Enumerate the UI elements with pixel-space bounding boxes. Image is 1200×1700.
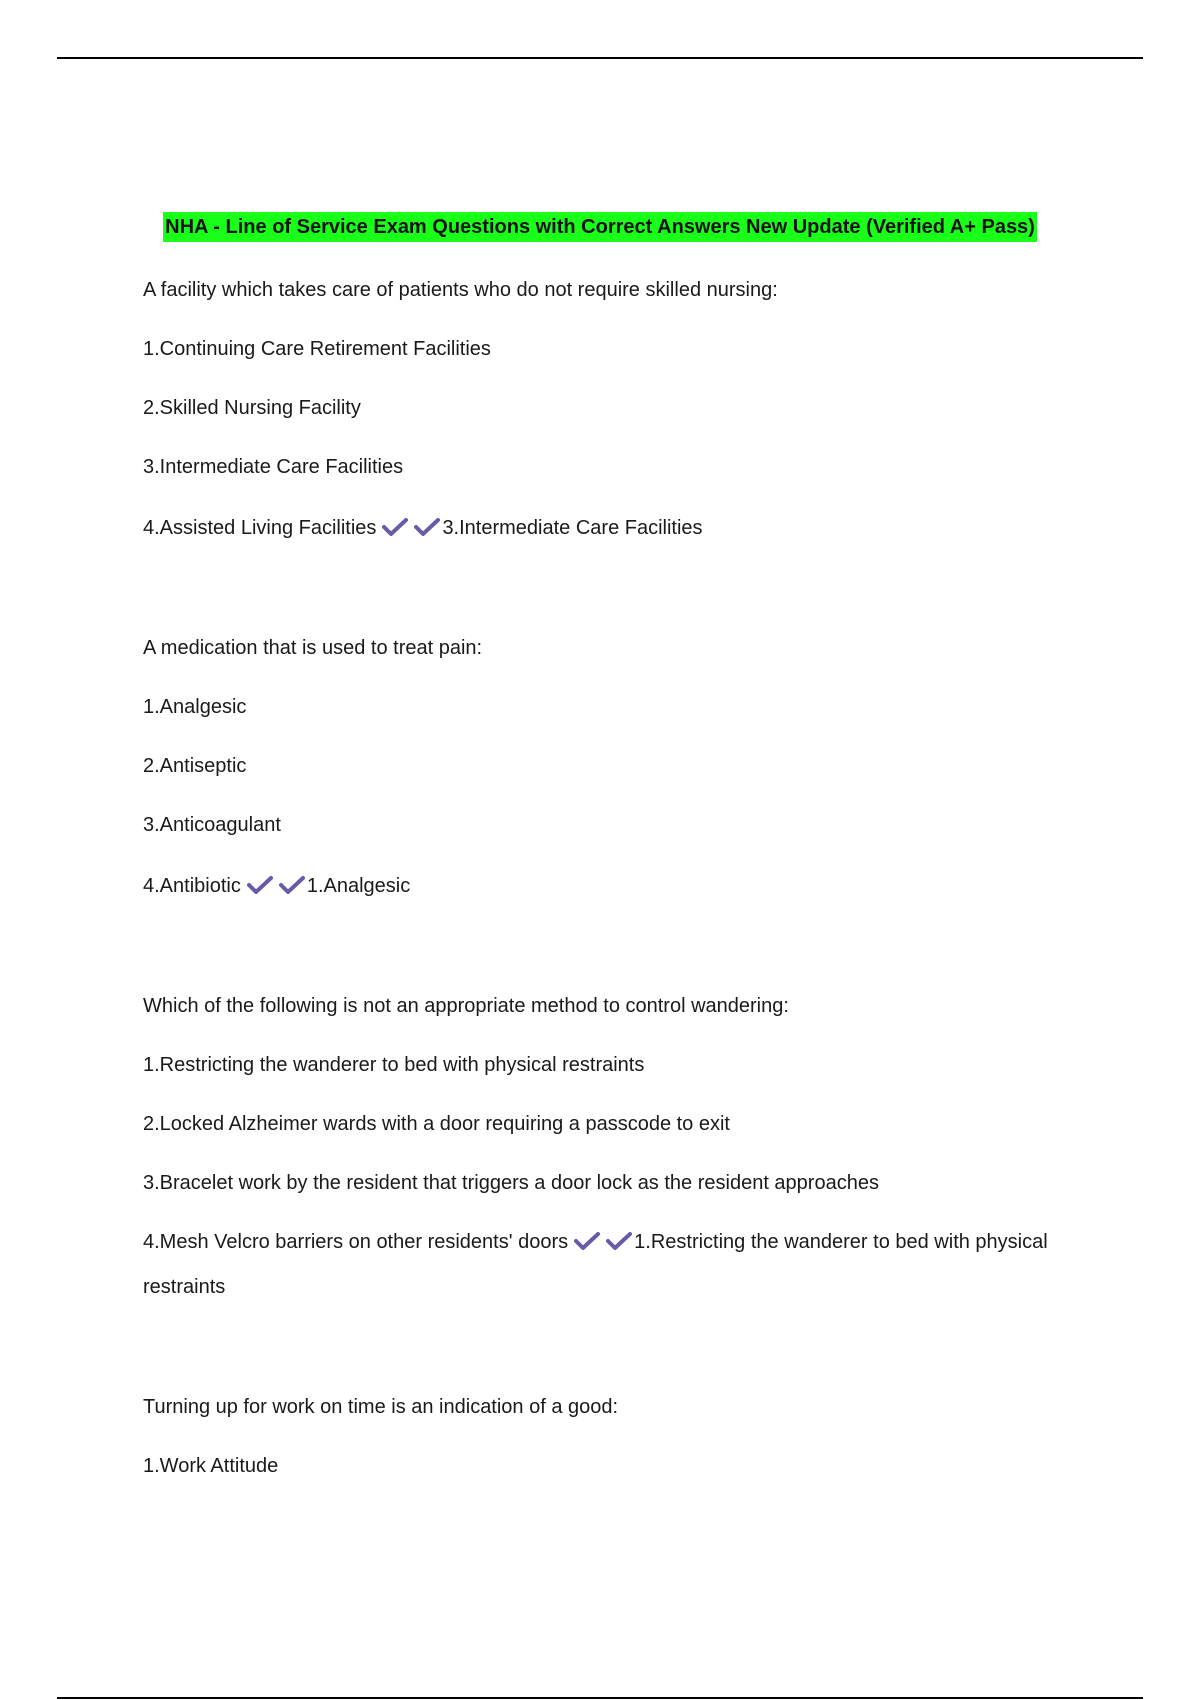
question-prompt: A facility which takes care of patients who do not require skilled nursing: [143,279,778,301]
option: 1.Work Attitude [143,1455,279,1477]
option: 4.Assisted Living Facilities [143,517,377,539]
option: 1.Restricting the wanderer to bed with physical restraints [143,1054,645,1076]
option: 4.Mesh Velcro barriers on other residents' doors [143,1231,569,1253]
check-icon [414,517,440,537]
option: 3.Bracelet work by the resident that triggers a door lock as the resident approaches [143,1172,879,1194]
question-prompt: Turning up for work on time is an indication of a good: [143,1396,619,1418]
question-prompt: A medication that is used to treat pain: [143,637,483,659]
option: 1.Continuing Care Retirement Facilities [143,338,491,360]
top-rule [57,57,1143,59]
option: 3.Intermediate Care Facilities [143,456,404,478]
check-icon [247,875,273,895]
answer-line [143,1220,1063,1310]
option: 2.Locked Alzheimer wards with a door requiring a passcode to exit [143,1113,730,1135]
check-icon [279,875,305,895]
option: 2.Skilled Nursing Facility [143,397,361,419]
check-icon [574,1231,600,1251]
question-prompt: Which of the following is not an appropriate method to control wandering: [143,995,789,1017]
bottom-rule [57,1697,1143,1699]
page-title: NHA - Line of Service Exam Questions with Correct Answers New Update (Verified A+ Pass) [163,212,1037,242]
correct-answer: 1.Restricting the wanderer to bed with physical restraints [143,1231,1048,1298]
option: 1.Analgesic [143,696,247,718]
correct-answer: 3.Intermediate Care Facilities [442,517,703,539]
option: 2.Antiseptic [143,755,247,777]
check-icon [382,517,408,537]
check-icon [606,1231,632,1251]
answer-line [143,515,703,541]
option: 3.Anticoagulant [143,814,281,836]
answer-line [143,873,410,899]
title-wrap [0,212,1200,242]
option: 4.Antibiotic [143,875,241,897]
correct-answer: 1.Analgesic [306,875,411,897]
